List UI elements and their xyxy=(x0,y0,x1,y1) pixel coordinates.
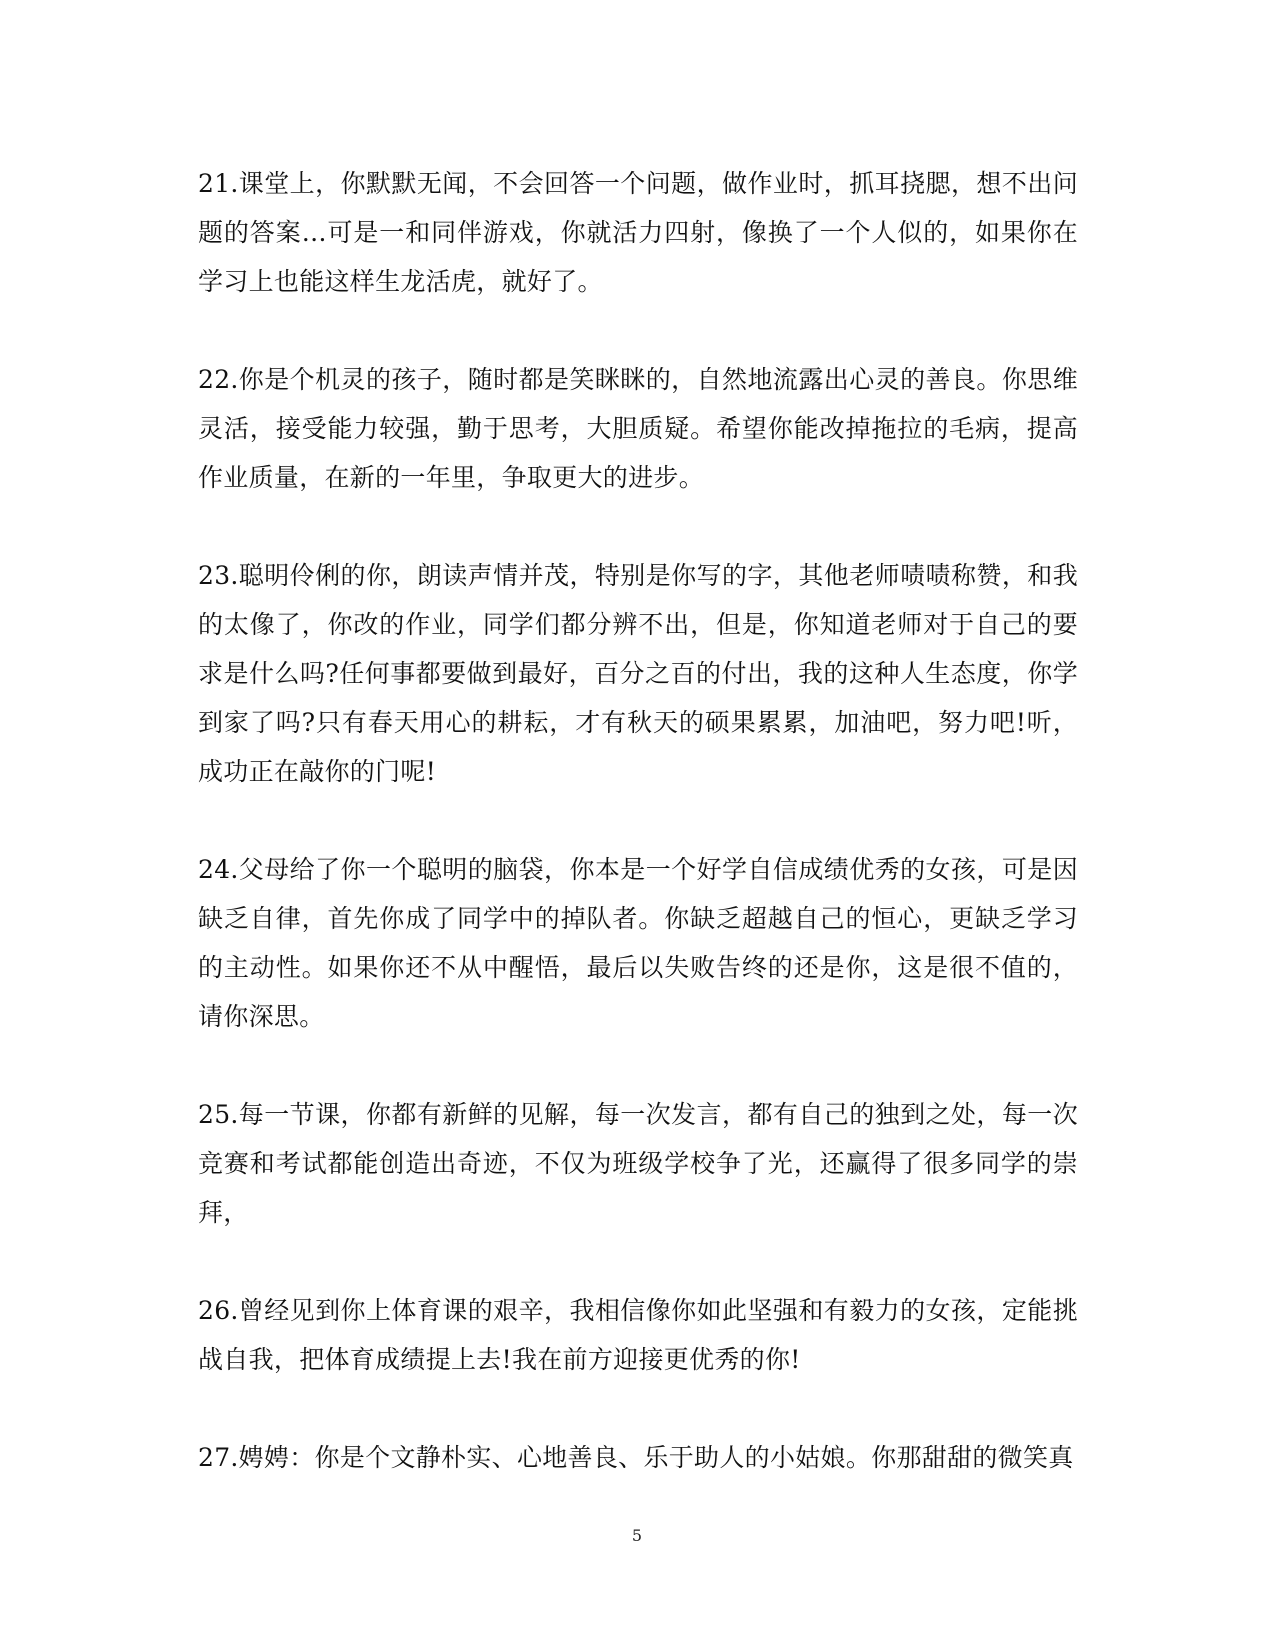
paragraph-24: 24.父母给了你一个聪明的脑袋，你本是一个好学自信成绩优秀的女孩，可是因缺乏自律，首先你成了同学中的掉队者。你缺乏超越自己的恒心，更缺乏学习的主动性。如果你还不从中醒悟，最后以失败告终的还是你，这是很不值的，请你深思。 xyxy=(198,855,1078,1031)
paragraph-27: 27.娉娉：你是个文静朴实、心地善良、乐于助人的小姑娘。你那甜甜的微笑真 xyxy=(198,1443,1074,1472)
paragraph-26: 26.曾经见到你上体育课的艰辛，我相信像你如此坚强和有毅力的女孩，定能挑战自我，把体育成绩提上去!我在前方迎接更优秀的你! xyxy=(198,1296,1078,1374)
paragraph-25: 25.每一节课，你都有新鲜的见解，每一次发言，都有自己的独到之处，每一次竞赛和考试都能创造出奇迹，不仅为班级学校争了光，还赢得了很多同学的崇拜， xyxy=(198,1100,1078,1227)
page-number: 5 xyxy=(631,1526,643,1545)
paragraph-22: 22.你是个机灵的孩子，随时都是笑眯眯的，自然地流露出心灵的善良。你思维灵活，接受能力较强，勤于思考，大胆质疑。希望你能改掉拖拉的毛病，提高作业质量，在新的一年里，争取更大的进步。 xyxy=(198,365,1078,492)
paragraph-23: 23.聪明伶俐的你，朗读声情并茂，特别是你写的字，其他老师啧啧称赞，和我的太像了，你改的作业，同学们都分辨不出，但是，你知道老师对于自己的要求是什么吗?任何事都要做到最好，百分之百的付出，我的这种人生态度，你学到家了吗?只有春天用心的耕耘，才有秋天的硕果累累，加油吧，努力吧!听，成功正在敲你的门呢! xyxy=(198,561,1078,786)
document-body xyxy=(198,159,1078,1482)
paragraph-21: 21.课堂上，你默默无闻，不会回答一个问题，做作业时，抓耳挠腮，想不出问题的答案…可是一和同伴游戏，你就活力四射，像换了一个人似的，如果你在学习上也能这样生龙活虎，就好了。 xyxy=(198,169,1078,296)
